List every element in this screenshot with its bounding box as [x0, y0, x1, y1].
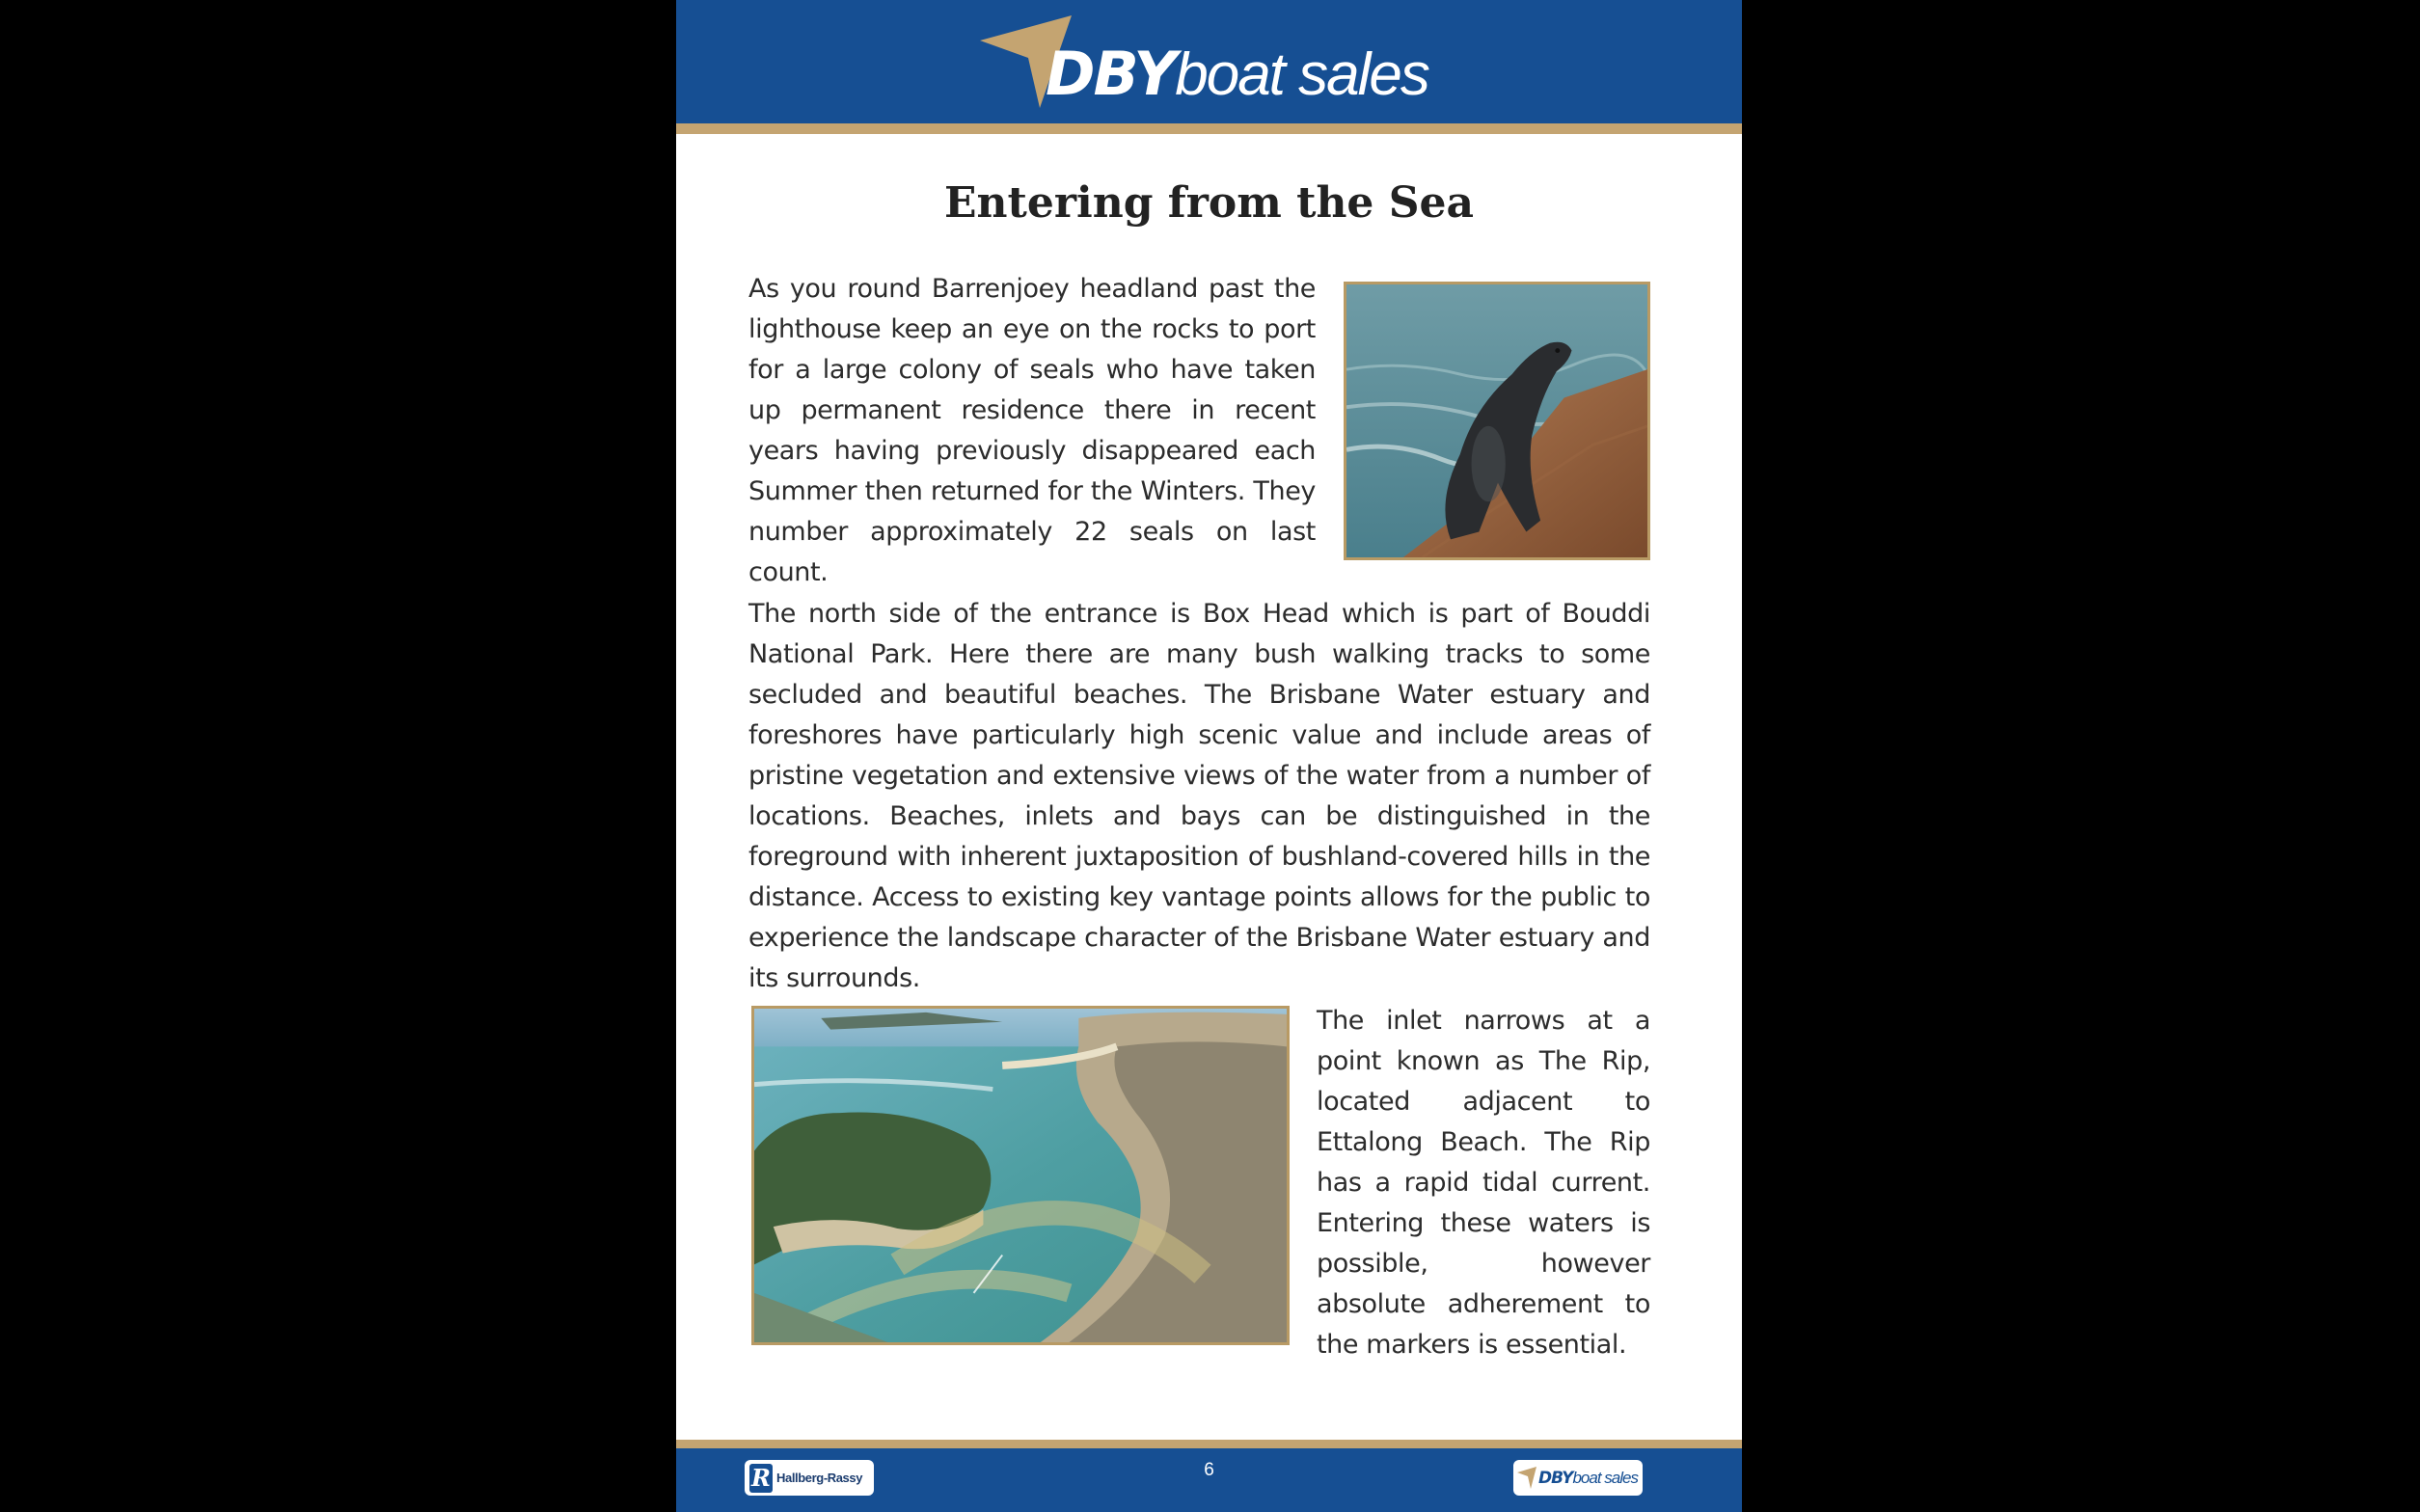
page-title: Entering from the Sea [943, 178, 1475, 228]
hallberg-rassy-logo [745, 1460, 874, 1496]
page-number: 6 [1204, 1460, 1214, 1480]
seal-photo [1344, 282, 1650, 560]
footer-divider [676, 1440, 1742, 1448]
logo-boat-sales-text: boat sales [1175, 41, 1428, 108]
aerial-photo [751, 1006, 1290, 1345]
dby-footer-logo [1513, 1460, 1643, 1496]
hallberg-rassy-text: Hallberg-Rassy [776, 1471, 863, 1485]
header-divider [676, 123, 1742, 134]
document-page [676, 0, 1742, 1512]
logo-dby-text: DBY [1046, 39, 1176, 109]
paragraph-box-head: The north side of the entrance is Box Head which is part of Bouddi National Park. Here there are many bush walking tracks to some secluded and beautiful beaches. The Brisbane Water estuary and foreshores have particularly high scenic value and include areas of pristine vegetation and extensive views of the water from a number of locations. Beaches, inlets and bays can be distinguished in the foreground with inherent juxtaposition of bushland-covered hills in the distance. Access to existing key vantage points allows for the public to experience the landscape character of the Brisbane Water estuary and its surrounds. [748, 599, 1650, 993]
footer-logo-dby-text: DBY [1538, 1468, 1573, 1488]
footer-logo-boat-sales-text: boat sales [1572, 1468, 1638, 1487]
sail-icon-small [1517, 1466, 1538, 1491]
header-bar [676, 0, 1742, 123]
paragraph-the-rip: The inlet narrows at a point known as The Rip, located adjacent to Ettalong Beach. The Rip has a rapid tidal current. Entering these waters is possible, however absolute adherement to the markers is essential. [1317, 1006, 1650, 1360]
paragraph-seals: As you round Barrenjoey headland past the lighthouse keep an eye on the rocks to port for a large colony of seals who have taken up permanent residence there in recent years having previously disappeared each Summer then returned for the Winters. They number approximately 22 seals on last count. [748, 274, 1316, 587]
dby-boat-sales-logo [980, 14, 1443, 120]
hallberg-rassy-mark-icon: R [749, 1464, 773, 1493]
